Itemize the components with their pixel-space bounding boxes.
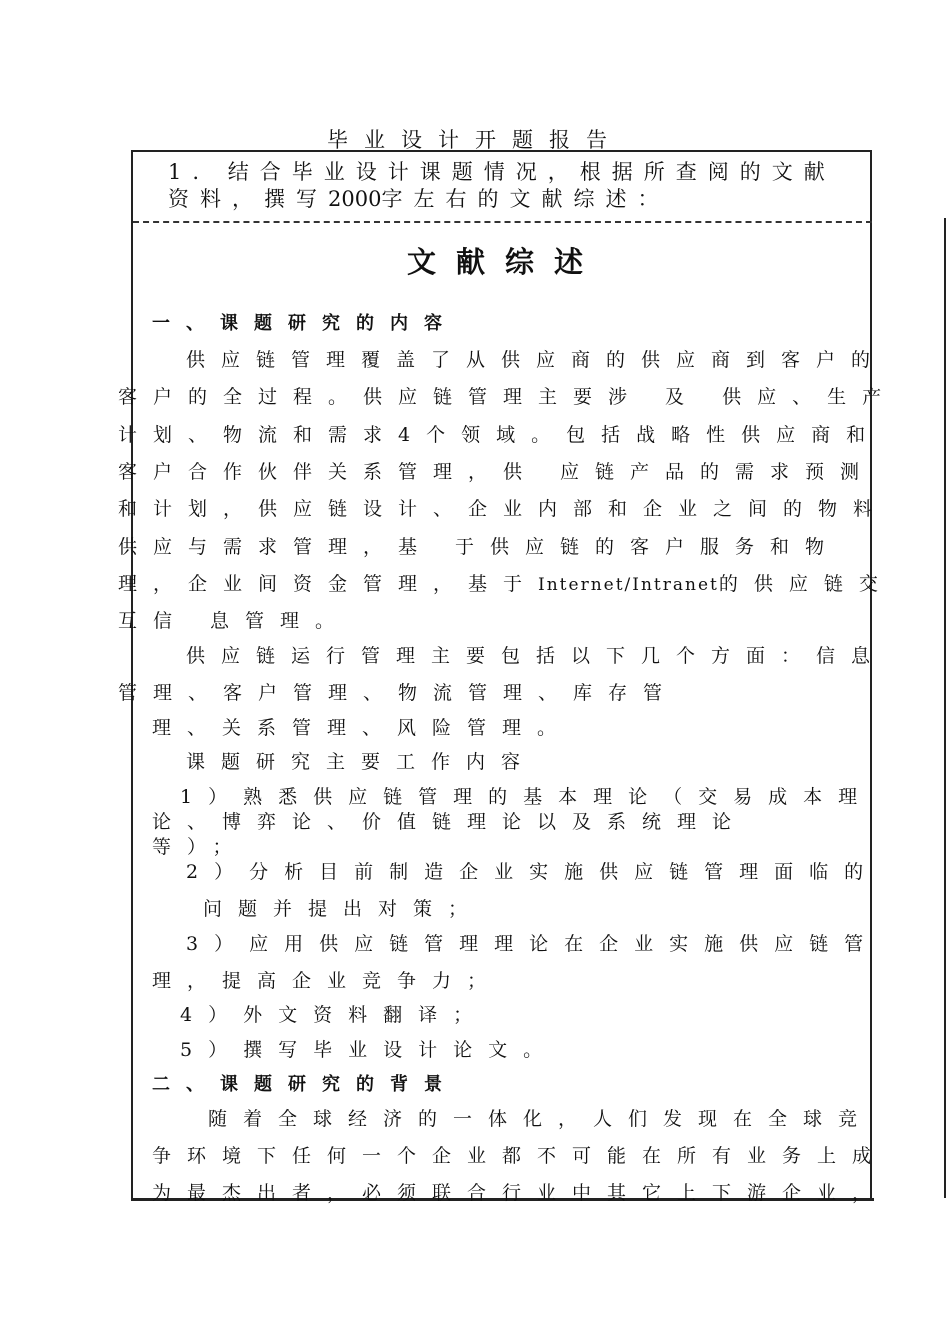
s1-p1-line: 客户合作伙伴关系管理，供 应链产品的需求预测 [118, 461, 876, 483]
s2-p1-line: 争环境下任何一个企业都不可能在所有业务上成 [152, 1145, 888, 1167]
s2-p1-line: 为最杰出者，必须联合行业中其它上下游企业， [152, 1182, 888, 1204]
prompt-line-2-a: 资料，撰写 [168, 187, 328, 211]
s1-p1-line: 和计划，供应链设计、企业内部和企业之间的物料 [118, 498, 889, 520]
s2-p1-line: 随着全球经济的一体化，人们发现在全球竞 [208, 1108, 874, 1130]
s1-p1-line: 客户的全过程。供应链管理主要涉 及 供应、生产 [118, 386, 898, 408]
s1-p1-line-b: 的供应链交 [718, 573, 894, 595]
s1-p1-line: 互信 息管理。 [118, 610, 351, 632]
s1-p1-line-a: 理，企业间资金管理，基于 [118, 573, 539, 595]
s1-p1-line: 计划、物流和需求4个领域。包括战略性供应商和 [118, 424, 882, 446]
task-line: 5）撰写毕业设计论文。 [180, 1039, 559, 1061]
task-line: 论、博弈论、价值链理论以及系统理论 [152, 811, 748, 833]
s1-p2-line: 供应链运行管理主要包括以下几个方面：信息 [186, 645, 887, 667]
page-title: 毕业设计开题报告 [327, 128, 623, 152]
s1-p1-latin: Internet/Intranet [538, 575, 719, 595]
task-line: 问题并提出对策； [203, 898, 484, 920]
section-1-heading: 一、课题研究的内容 [152, 313, 458, 334]
section-2-heading: 二、课题研究的背景 [152, 1074, 458, 1095]
task-line: 理，提高企业竞争力； [152, 970, 503, 992]
prompt-word-count: 2000 [328, 187, 382, 211]
prompt-line-2 [168, 183, 669, 213]
task-line: 1）熟悉供应链管理的基本理论（交易成本理 [180, 786, 874, 808]
page-edge-line [944, 218, 946, 1198]
dashed-separator [133, 221, 872, 223]
tasks-title: 课题研究主要工作内容 [186, 751, 537, 773]
task-line: 4）外文资料翻译； [180, 1004, 489, 1026]
s1-p1-line [118, 569, 894, 596]
s1-p1-line: 供应链管理覆盖了从供应商的供应商到客户的 [186, 349, 887, 371]
review-title: 文献综述 [406, 245, 603, 279]
prompt-line-2-b: 字左右的文献综述： [381, 187, 670, 211]
task-line: 3）应用供应链管理理论在企业实施供应链管 [186, 933, 880, 955]
s1-p2-line: 管理、客户管理、物流管理、库存管 [118, 682, 679, 704]
s1-p1-line: 供应与需求管理，基 于供应链的客户服务和物 [118, 536, 841, 558]
s1-p2-line: 理、关系管理、风险管理。 [152, 717, 573, 739]
task-line: 等）； [152, 836, 248, 858]
prompt-line-1: 1. 结合毕业设计课题情况，根据所查阅的文献 [168, 160, 836, 184]
task-line: 2）分析目前制造企业实施供应链管理面临的 [186, 861, 880, 883]
